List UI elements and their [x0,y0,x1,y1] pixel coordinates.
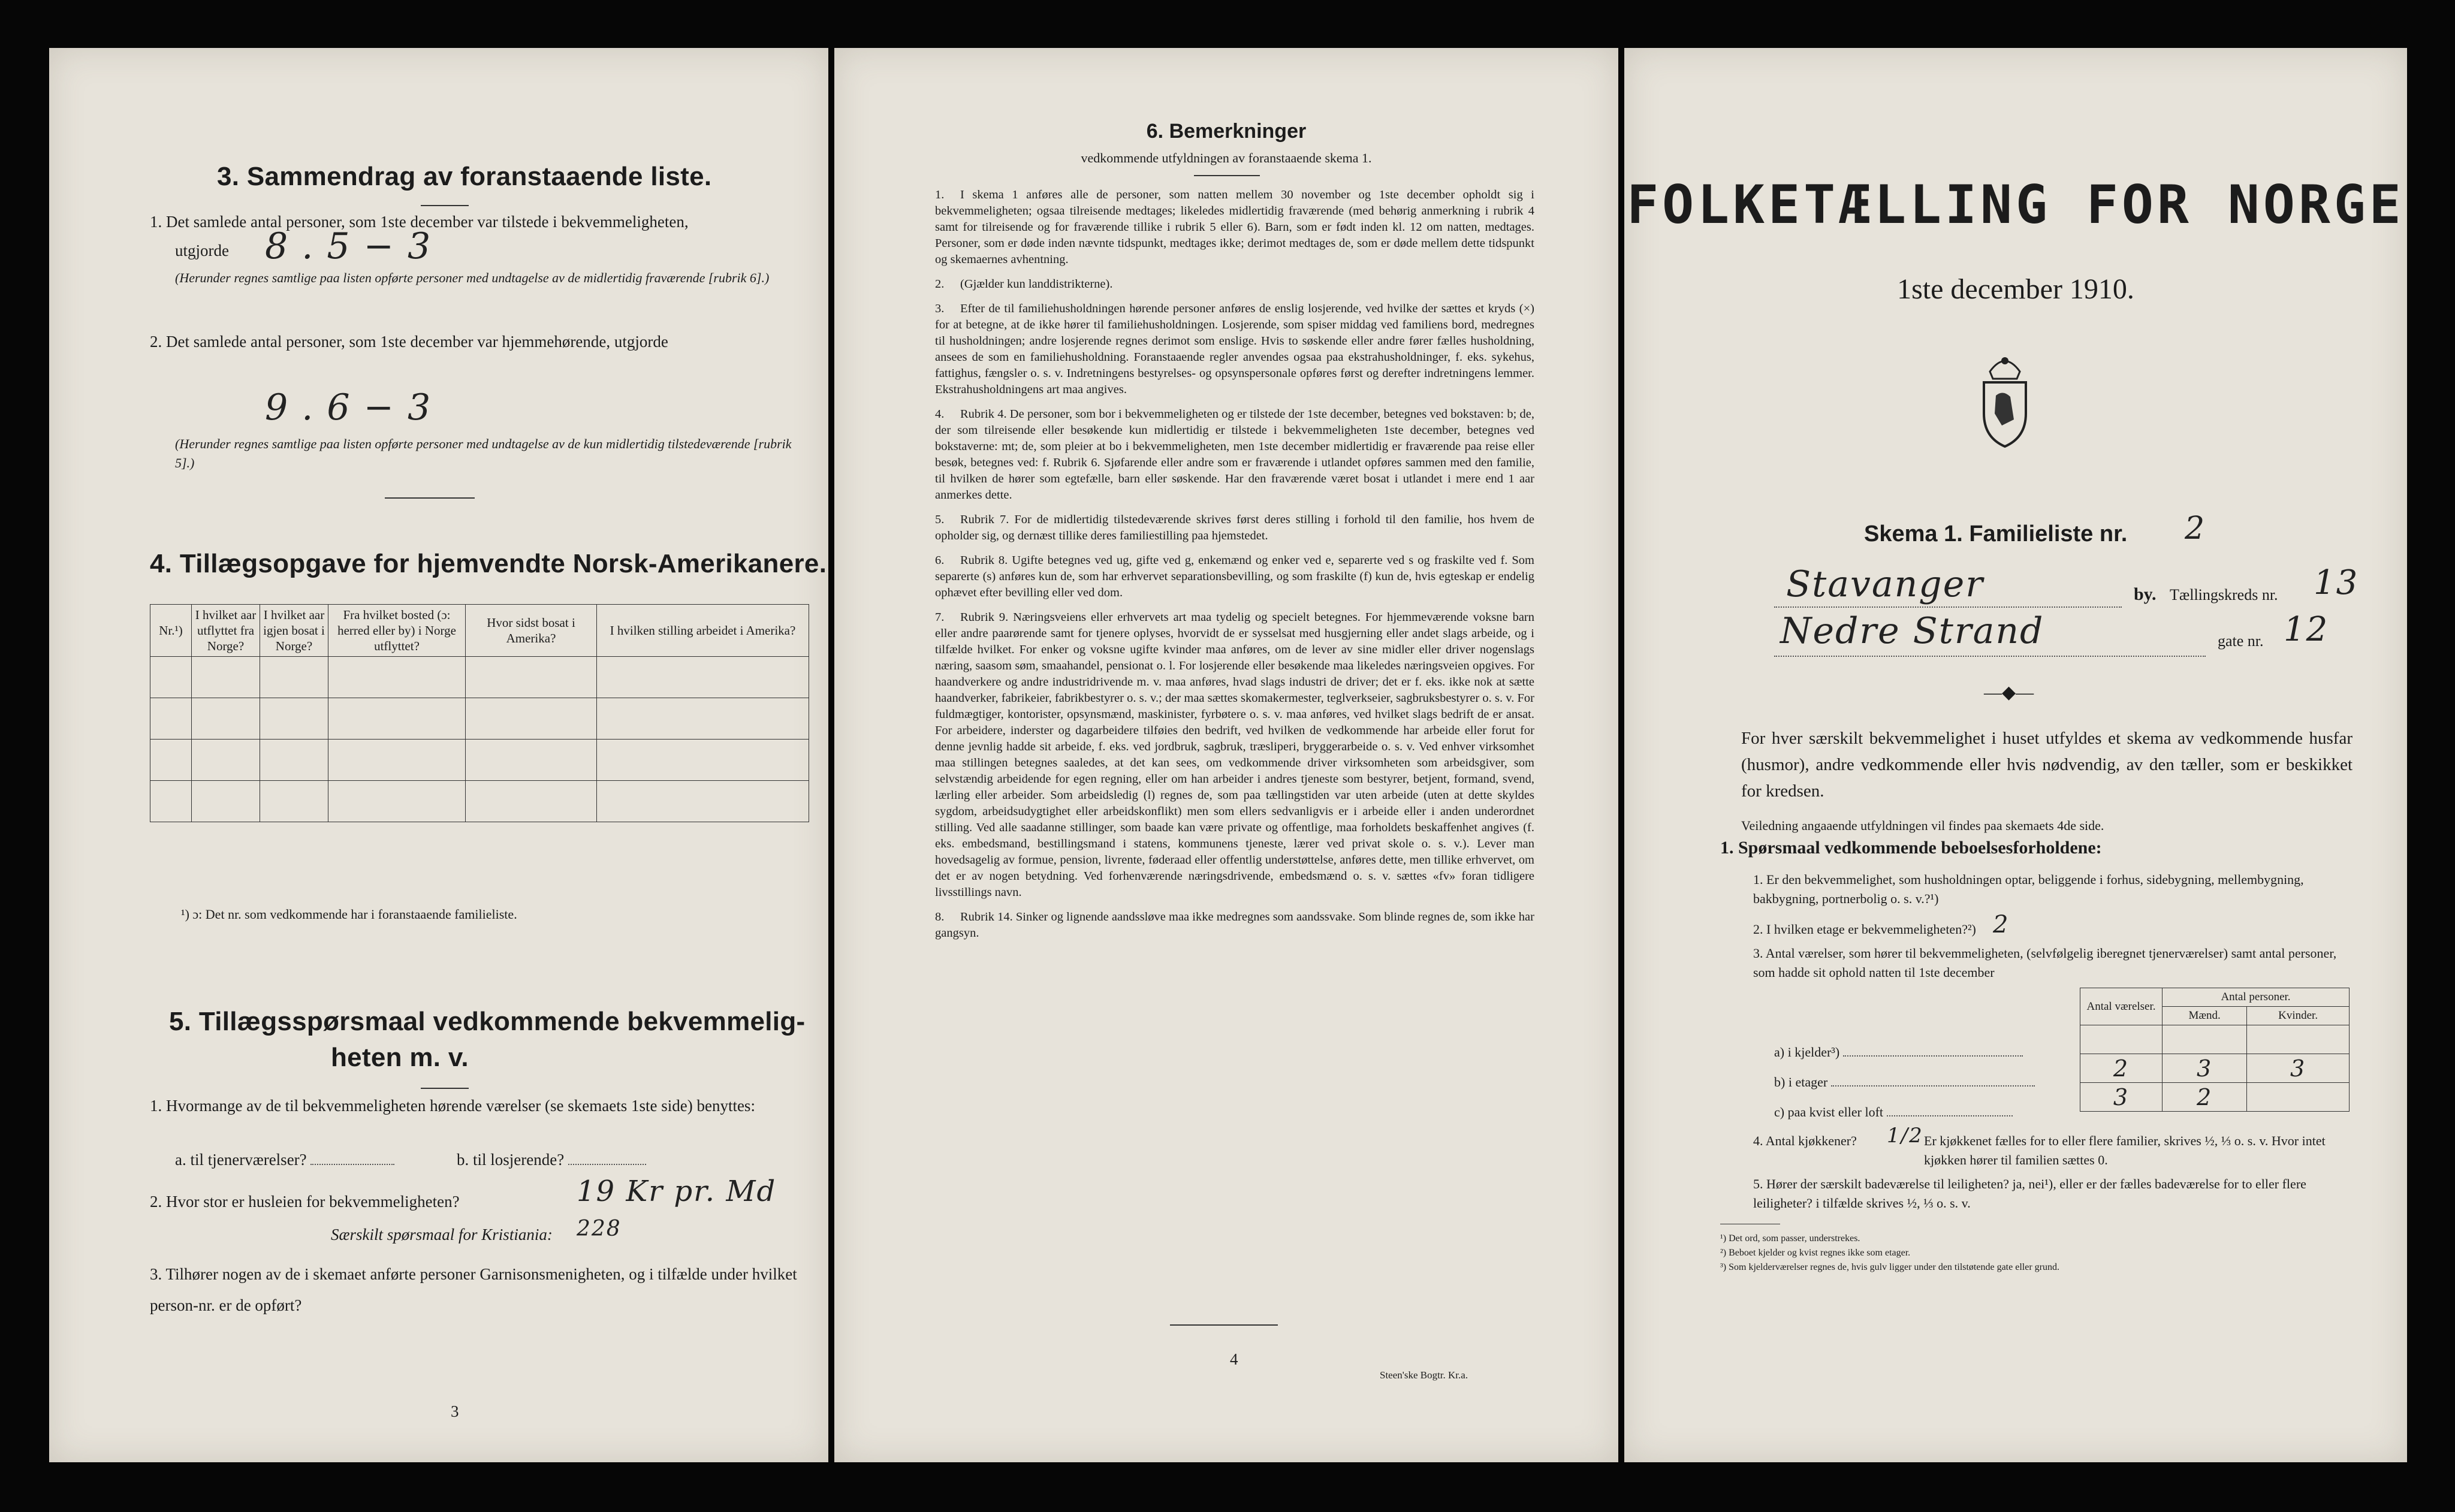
section-5-title-1: 5. Tillægsspørsmaal vedkommende bekvemmelig- [169,1007,806,1036]
question-2: 2. Hvor stor er husleien for bekvemmeligheten? [150,1193,460,1211]
remarks-list [935,187,1534,950]
col-nr: Nr.¹) [150,605,192,657]
page-number-3: 3 [451,1402,459,1420]
remark-4: 4. Rubrik 4. De personer, som bor i bekvemmeligheten og er tilstede der 1ste december, betegnes ved bokstaven: b; de, der som tilreisende eller besøkende kun midlertidig er tilstede i bekvemmeligheten 1ste december, betegnes ved bokstaverne: mt; de, som pleier at bo i bekvemmeligheten, men 1ste december midlertidig er fraværende paa reise eller besøk, betegnes ved: f. Rubrik 6. Sjøfarende eller andre som er fraværende i utlandet opføres sammen med den familie, til hvilken de hører som egtefælle, barn eller søskende. Har den fraværende været bosat i utlandet i mere end 1 aar anmerkes dette. [935,408,1534,502]
printer-mark: Steen'ske Bogtr. Kr.a. [1380,1369,1468,1381]
q4-kitchen-value: 1/2 [1887,1124,1923,1148]
intro-text: For hver særskilt bekvemmelighet i huset utfyldes et skema av vedkommende husfar (husmor), andre vedkommende eller hvis nødvendig, av den tæller, som er beskikket for kredsen. [1741,729,2353,801]
item1-label: utgjorde [175,242,229,259]
page-4 [834,48,1618,1462]
veiledning-text: Veiledning angaaende utfyldningen vil findes paa skemaets 4de side. [1741,818,2104,833]
table-row [150,698,809,740]
row-label-c: c) paa kvist eller loft [1774,1103,2013,1122]
page-number-4: 4 [1230,1350,1238,1368]
q2-kristiania: Særskilt spørsmaal for Kristiania: [331,1226,553,1244]
section-5-title-2: heten m. v. [331,1043,469,1072]
q2-etage-value: 2 [1993,911,2010,938]
col-igjen-bosat: I hvilket aar igjen bosat i Norge? [260,605,328,657]
col-persons: Antal personer. [2163,988,2350,1007]
remarks-subtitle: vedkommende utfyldningen av foranstaaende skema 1. [1081,150,1372,165]
item1-value: 8 . 5 − 3 [265,225,432,267]
street-label: gate nr. [2218,632,2264,650]
col-rooms: Antal værelser. [2080,988,2163,1025]
summary-item-2: 2. Det samlede antal personer, som 1ste december var hjemmehørende, utgjorde [150,333,668,351]
q1-a: a. til tjenerværelser? [175,1148,394,1172]
item1-note: (Herunder regnes samtlige paa listen opførte personer med undtagelse av de midlertidig fraværende [rubrik 6].) [175,270,770,285]
remarks-title: 6. Bemerkninger [1146,120,1307,143]
col-utflyttet: I hvilket aar utflyttet fra Norge? [192,605,260,657]
street-value: Nedre Strand [1780,610,2044,652]
remark-1: 1. I skema 1 anføres alle de personer, som natten mellem 30 november og 1ste december opholdt sig i bekvemmeligheten; ogsaa tilreisende medtages; likeledes midlertidig fraværende (med behørig anmerkning i rubrik 4 samt for tilreisende og for fraværende tillike i rubrik 5 eller 6). Barn, som er født inden kl. 12 om natten, medtages. Personer, som er døde inden nævnte tidspunkt, medtages ikke; derimot medtages de, som er døde mellem dette tidspunkt og skemaernes avhentning. [935,188,1534,266]
q4-rest: Er kjøkkenet fælles for to eller flere familier, skrives ½, ⅓ o. s. v. Hvor intet kjøkken hører til familien sættes 0. [1924,1133,2326,1167]
cover-question-1: 1. Er den bekvemmelighet, som husholdningen optar, beliggende i forhus, sidebygning, mellembygning, bakbygning, portnerbolig o. s. v.?¹) [1753,872,2304,906]
row-label-a: a) i kjelder³) [1774,1043,2023,1062]
col-stilling: I hvilken stilling arbeidet i Amerika? [597,605,809,657]
familieliste-nr: 2 [2185,511,2206,547]
norway-coat-of-arms-icon [1966,348,2044,449]
q1-b: b. til losjerende? [457,1148,646,1172]
cover-question-3: 3. Antal værelser, som hører til bekvemmeligheten, (selvfølgelig iberegnet tjenerværelser) samt antal personer, som hadde sit ophold natten til 1ste december [1753,946,2337,980]
table-row: 2 3 3 [2080,1054,2350,1083]
krets-value: 13 [2314,563,2359,602]
section-3-title: 3. Sammendrag av foranstaaende liste. [217,162,712,191]
item2-value: 9 . 6 − 3 [265,387,432,428]
city-label: by. [2134,584,2157,604]
remark-6: 6. Rubrik 8. Ugifte betegnes ved ug, gifte ved g, enkemænd og enker ved e, separerte ved s og fraskilte ved f. Som separerte (s) anføres kun de, som har erhvervet separationsbevilling, og som fraskilte (f) kun de, hvis egteskap er endelig ophævet efter bevilling eller ved dom. [935,554,1534,599]
city-value: Stavanger [1786,563,1984,605]
ornament-divider: —◆— [1984,683,2034,702]
section-4-title: 4. Tillægsopgave for hjemvendte Norsk-Amerikanere. [150,549,827,578]
question-3: 3. Tilhører nogen av de i skemaet anførte personer Garnisonsmenigheten, og i tilfælde under hvilket person-nr. er de opført? [150,1265,797,1314]
summary-item-1: 1. Det samlede antal personer, som 1ste december var tilstede i bekvemmeligheten, [150,213,689,231]
table-row [150,657,809,698]
q2-rent-value: 19 Kr pr. Md [577,1175,777,1208]
norsk-amerikanere-table [150,604,809,822]
remark-7: 7. Rubrik 9. Næringsveiens eller erhvervets art maa tydelig og specielt betegnes. For hjemmeværende voksne barn eller andre paarørende samt for tjenere oplyses, hvorvidt de er sysselsat med husgjerning eller andet slags arbeide, og i tilfælde hvilket. For enker og voksne ugifte kvinder maa anføres, om de lever av sine midler eller driver nogenslags næring, saasom søm, smaahandel, pensionat o. l. For losjerende eller besøkende maa likeledes næringsveien opgives. For haandverkere og andre industridrivende m. v. maa anføres, hvad slags industri de driver; det er f. eks. ikke nok at sætte haandverker, fabrikeier, fabrikbestyrer o. s. v.; der maa sættes skomakermester, teglverkseier, sagbruksbestyrer o. s. v. For fuldmægtiger, kontorister, opsynsmænd, maskinister, fyrbøtere o. s. v. maa anføres, ved hvilket slags bedrift de er ansat. For arbeidere, inderster og dagarbeidere tilføies den bedrift, ved hvilken de vedkommende har arbeide eller forut for denne jevnlig hadde sit arbeide, f. eks. ved jordbruk, sagbruk, træsliperi, bryggerarbeide o. s. v. Ved enhver virksomhet maa stillingen betegnes saaledes, at det kan sees, om vedkommende driver virksomheten som arbeidsgiver, som selvstændig arbeidende for egen regning, eller om han arbeider i andres tjeneste som bestyrer, betjent, formand, svend, lærling eller arbeider. Som arbeidsledig (l) regnes de, som paa tællingstiden var uten arbeide (uten at dette skyldes sygdom, arbeidsudygtighet eller arbeidskonflikt) men som ellers sedvanligvis er i arbeide eller i anden underordnet stilling. Ved alle saadanne stillinger, som baade kan være private og offentlige, maa forholdets beskaffenhet angives (f. eks. embedsmand, bestillingsmand i statens, kommunens tjeneste, lærer ved privat skole o. s. v.). Lever man hovedsagelig av formue, pension, livrente, føderaad eller offentlig understøttelse, anføres dette, men tillike erhvervet, om det er av nogen betydning. Ved forhenværende næringsdrivende, embedsmænd o. s. v. sættes «fv» foran tidligere livsstillings navn. [935,611,1534,899]
skema-label: Skema 1. Familieliste nr. [1864,521,2128,547]
question-1: 1. Hvormange av de til bekvemmeligheten hørende værelser (se skemaets 1ste side) benyttes: [150,1097,755,1115]
questions-title: 1. Spørsmaal vedkommende beboelsesforholdene: [1720,838,2102,858]
col-amerika: Hvor sidst bosat i Amerika? [466,605,597,657]
table-row: 3 2 [2080,1083,2350,1112]
cover-question-5: 5. Hører der særskilt badeværelse til leiligheten? ja, nei¹), eller er der fælles badeværelse for to eller flere leiligheter? i tilfælde skrives ½, ⅓ o. s. v. [1753,1176,2306,1211]
col-men: Mænd. [2163,1007,2247,1025]
page-3 [49,48,828,1462]
remark-2: 2. (Gjælder kun landdistrikterne). [935,277,1113,291]
item2-note: (Herunder regnes samtlige paa listen opførte personer med undtagelse av de kun midlertidig tilstedeværende [rubrik 5].) [175,436,792,470]
census-title: FOLKETÆLLING FOR NORGE [1627,174,2405,236]
remark-5: 5. Rubrik 7. For de midlertidig tilstedeværende skrives først deres stilling i forhold til den familie, hos hvem de opholder sig, og dernæst tillike deres familiestilling paa hjemstedet. [935,513,1534,542]
q2-kristiania-value: 228 [577,1217,622,1241]
census-date: 1ste december 1910. [1897,273,2134,305]
col-women: Kvinder. [2247,1007,2350,1025]
cover-footnotes: ¹) Det ord, som passer, understrekes. ²) Beboet kjelder og kvist regnes ikke som etager. ³) Som kjelderværelser regnes de, hvis gulv ligger under den tilstøtende gate eller grund. [1720,1233,2059,1272]
table-row [150,740,809,781]
table-row [2080,1025,2350,1054]
krets-label: Tællingskreds nr. [2170,586,2278,603]
street-nr: 12 [2284,610,2329,649]
remark-3: 3. Efter de til familiehusholdningen hørende personer anføres de enslig losjerende, ved hvilke der sættes et kryds (×) for at betegne, at de ikke hører til familiehusholdningen. Losjerende, som spiser middag ved familiens bord, medregnes til husholdningen; andre losjerende regnes derimot som enslige. Hvis to søskende eller andre fører fælles husholdning, ansees de som en familiehusholdning. Foranstaaende regler anvendes ogsaa paa ekstrahusholdninger, f. eks. sykehus, fattighus, fængsler o. s. v. Indretningens bestyrelses- og opsynspersonale opføres først og derefter indretningens lemmer. Ekstrahusholdningens art maa angives. [935,302,1534,396]
page-1-cover [1624,48,2407,1462]
cover-question-4: 4. Antal kjøkkener? [1753,1133,1857,1148]
table-footnote: ¹) ɔ: Det nr. som vedkommende har i foranstaaende familieliste. [181,907,517,922]
col-bosted: Fra hvilket bosted (ɔ: herred eller by) i Norge utflyttet? [328,605,466,657]
rooms-persons-table [2080,988,2350,1112]
cover-question-2: 2. I hvilken etage er bekvemmeligheten?²) [1753,922,1976,937]
row-label-b: b) i etager [1774,1073,2035,1092]
remark-8: 8. Rubrik 14. Sinker og lignende aandssløve maa ikke medregnes som aandssvake. Som blinde regnes de, som ikke har gangsyn. [935,910,1534,940]
table-row [150,781,809,822]
